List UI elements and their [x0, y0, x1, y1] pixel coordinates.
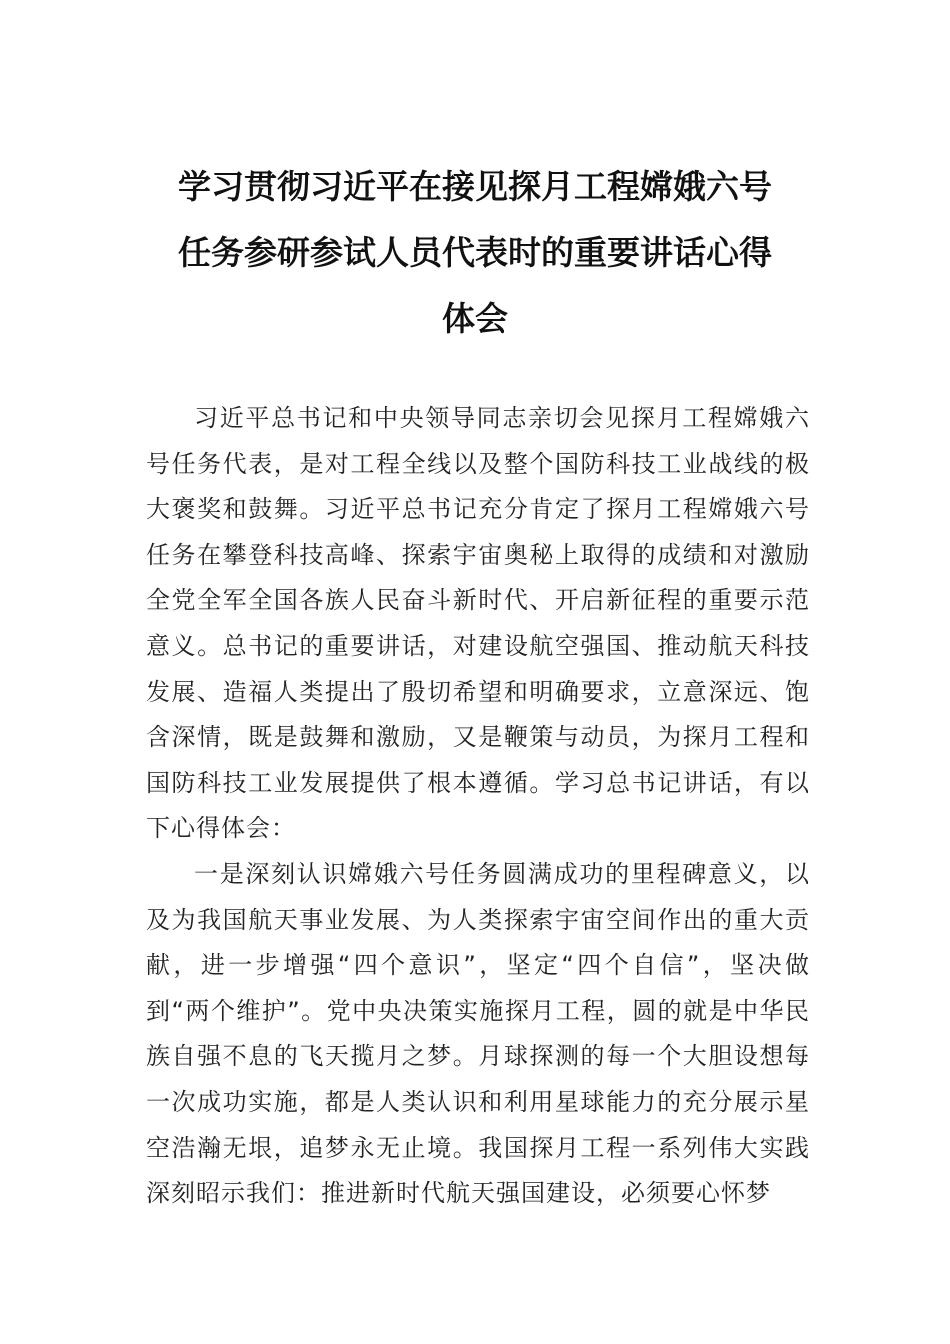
title-line-2: 任务参研参试人员代表时的重要讲话心得 — [178, 233, 772, 272]
document-body — [146, 396, 810, 1217]
document-title — [140, 154, 810, 352]
title-line-3: 体会 — [442, 299, 508, 338]
paragraph-intro: 习近平总书记和中央领导同志亲切会见探月工程嫦娥六号任务代表，是对工程全线以及整个国防科技工业战线的极大褒奖和鼓舞。习近平总书记充分肯定了探月工程嫦娥六号任务在攀登科技高峰、探索宇宙奥秘上取得的成绩和对激励全党全军全国各族人民奋斗新时代、开启新征程的重要示范意义。总书记的重要讲话，对建设航空强国、推动航天科技发展、造福人类提出了殷切希望和明确要求，立意深远、饱含深情，既是鼓舞和激励，又是鞭策与动员，为探月工程和国防科技工业发展提供了根本遵循。学习总书记讲话，有以下心得体会： — [146, 404, 810, 843]
title-line-1: 学习贯彻习近平在接见探月工程嫦娥六号 — [178, 167, 772, 206]
paragraph-point-one: 一是深刻认识嫦娥六号任务圆满成功的里程碑意义，以及为我国航天事业发展、为人类探索宇宙空间作出的重大贡献，进一步增强“四个意识”，坚定“四个自信”，坚决做到“两个维护”。党中央决策实施探月工程，圆的就是中华民族自强不息的飞天揽月之梦。月球探测的每一个大胆设想每一次成功实施，都是人类认识和利用星球能力的充分展示星空浩瀚无垠，追梦永无止境。我国探月工程一系列伟大实践深刻昭示我们：推进新时代航天强国建设，必须要心怀梦 — [146, 859, 810, 1208]
